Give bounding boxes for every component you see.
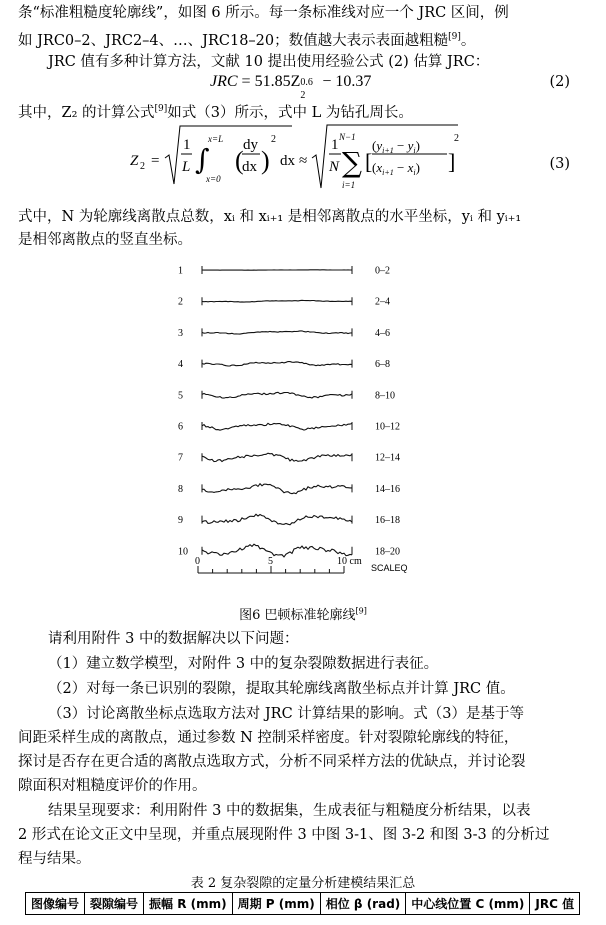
profile-line-10 xyxy=(202,544,352,557)
profile-number: 7 xyxy=(178,452,183,464)
citation: [9] xyxy=(154,104,168,114)
profile-jrc-range: 10–12 xyxy=(375,421,400,433)
eq2-sup: 0.6 xyxy=(300,77,313,88)
profile-svg xyxy=(160,258,450,598)
table2-header-cell: 中心线位置 C (mm) xyxy=(406,893,530,915)
requirement-line2: 2 形式在论文正文中呈现，并重点展现附件 3 中图 3-1、图 3-2 和图 3-3 的分析过 xyxy=(18,827,550,843)
svg-text:dx: dx xyxy=(280,153,295,169)
profile-jrc-range: 16–18 xyxy=(375,515,400,527)
eq2-rhs: = 51.85Z xyxy=(241,73,301,90)
profile-number: 1 xyxy=(178,265,183,277)
figure-caption xyxy=(0,604,606,623)
task-3-line3: 探讨是否存在更合适的离散点选取方式，分析不同采样方法的优缺点，并讨论裂 xyxy=(18,754,526,770)
table2-header-cell: JRC 值 xyxy=(530,893,580,915)
eq2-sub: 2 xyxy=(300,90,306,101)
profile-jrc-range: 12–14 xyxy=(375,452,400,464)
table2-header-cell: 周期 P (mm) xyxy=(232,893,320,915)
eq2-tail: − 10.37 xyxy=(318,73,372,90)
profile-jrc-range: 6–8 xyxy=(375,359,390,371)
scale-label: 0 xyxy=(195,556,200,567)
scale-name: SCALEQ xyxy=(371,563,408,573)
svg-text:∑: ∑ xyxy=(342,146,362,179)
svg-text:N−1: N−1 xyxy=(339,132,356,142)
svg-text:2: 2 xyxy=(271,134,276,145)
svg-text:L: L xyxy=(182,159,191,175)
task-3-line1: （3）讨论离散坐标点选取方法对 JRC 计算结果的影响。式（3）是基于等 xyxy=(48,706,524,722)
equation-3 xyxy=(120,122,470,194)
svg-text:∫: ∫ xyxy=(195,143,210,176)
svg-text:[: [ xyxy=(365,149,373,174)
profile-jrc-range: 18–20 xyxy=(375,546,400,558)
svg-text:Z: Z xyxy=(130,153,139,169)
svg-text:≈: ≈ xyxy=(299,153,308,169)
profile-line-9 xyxy=(202,514,352,525)
para2-line1: JRC 值有多种计算方法，文献 10 提出使用经验公式 (2) 估算 JRC： xyxy=(48,54,490,70)
profile-number: 10 xyxy=(178,546,188,558)
para3-line1 xyxy=(18,98,590,124)
task-3-line4: 隙面积对粗糙度评价的作用。 xyxy=(18,778,207,794)
svg-text:dx: dx xyxy=(242,159,257,175)
citation: [9] xyxy=(448,32,461,42)
svg-text:2: 2 xyxy=(140,161,145,172)
tasks-intro: 请利用附件 3 中的数据解决以下问题： xyxy=(48,631,299,647)
para3-text-b: 如式（3）所示，式中 L 为钻孔周长。 xyxy=(167,104,413,121)
scale-label: 10 cm xyxy=(337,556,362,567)
requirement-line3: 程与结果。 xyxy=(18,851,91,867)
profile-number: 5 xyxy=(178,390,183,402)
table2-header-row xyxy=(26,893,580,915)
profile-line-2 xyxy=(202,300,352,302)
svg-text:=: = xyxy=(151,153,160,169)
barton-profile-figure xyxy=(160,258,450,598)
svg-text:(xi+1 − xi): $(x_{i+1} - x_i)$ xyxy=(372,160,420,177)
profile-jrc-range: 14–16 xyxy=(375,483,400,495)
svg-text:x=L: x=L xyxy=(208,134,224,144)
profile-number: 8 xyxy=(178,483,183,495)
profile-number: 4 xyxy=(178,359,183,371)
eq2-number: (2) xyxy=(549,74,570,90)
svg-text:dy: dy xyxy=(243,137,258,153)
profile-jrc-range: 2–4 xyxy=(375,296,390,308)
profile-number: 3 xyxy=(178,327,183,339)
profile-line-4 xyxy=(202,362,352,367)
task-3-line2: 间距采样生成的离散点，通过参数 N 控制采样密度。针对裂隙轮廓线的特征， xyxy=(18,730,519,746)
profile-line-8 xyxy=(202,484,352,494)
table2-header-cell: 相位 β (rad) xyxy=(320,893,406,915)
profile-line-3 xyxy=(202,331,352,334)
table2-caption: 表 2 复杂裂隙的定量分析建模结果汇总 xyxy=(190,876,416,891)
svg-text:x=0: x=0 xyxy=(206,174,221,184)
eq3-number: (3) xyxy=(549,156,570,172)
eq2-lhs: JRC xyxy=(210,73,238,90)
figure-caption-text: 图6 巴顿标准轮廓线 xyxy=(239,608,356,623)
profile-jrc-range: 4–6 xyxy=(375,327,390,339)
profile-line-6 xyxy=(202,423,352,430)
task-1: （1）建立数学模型，对附件 3 中的复杂裂隙数据进行表征。 xyxy=(48,656,439,672)
svg-text:]: ] xyxy=(448,149,456,174)
svg-text:1: 1 xyxy=(183,137,191,153)
svg-text:(yi+1 − yi): $(y_{i+1} - y_i)$ xyxy=(372,138,420,155)
svg-text:i=1: i=1 xyxy=(342,180,356,190)
svg-text:1: 1 xyxy=(331,137,339,153)
profile-line-7 xyxy=(202,453,352,461)
citation: [9] xyxy=(355,606,367,616)
para1-line2-text: 如 JRC0–2、JRC2–4、…、JRC18–20；数值越大表示表面越粗糙 xyxy=(18,32,449,49)
para1-line2 xyxy=(18,26,590,52)
svg-text:N: N xyxy=(329,159,340,175)
requirement-line1: 结果呈现要求：利用附件 3 中的数据集，生成表征与粗糙度分析结果，以表 xyxy=(48,803,531,819)
para1-line2-end: 。 xyxy=(460,32,476,49)
para4-line1: 式中，N 为轮廓线离散点总数，xᵢ 和 xᵢ₊₁ 是相邻离散点的水平坐标，yᵢ 和 yᵢ₊₁ xyxy=(18,209,522,225)
para4-line2: 是相邻离散点的竖直坐标。 xyxy=(18,232,192,248)
profile-line-5 xyxy=(202,392,352,398)
table2-header-cell: 图像编号 xyxy=(26,893,85,915)
profile-jrc-range: 0–2 xyxy=(375,265,390,277)
svg-text:2: 2 xyxy=(454,133,459,144)
svg-text:): ) xyxy=(261,146,270,175)
profile-number: 2 xyxy=(178,296,183,308)
equation-2 xyxy=(210,73,372,101)
para1-line1: 条“标准粗糙度轮廓线”，如图 6 所示。每一条标准线对应一个 JRC 区间，例 xyxy=(18,5,509,21)
table2-header-cell: 振幅 R (mm) xyxy=(144,893,233,915)
table2-header-cell: 裂隙编号 xyxy=(85,893,144,915)
svg-text:(: ( xyxy=(235,146,244,175)
para3-text: 其中，Z₂ 的计算公式 xyxy=(18,104,155,121)
profile-jrc-range: 8–10 xyxy=(375,390,395,402)
scale-label: 5 xyxy=(268,556,273,567)
task-2: （2）对每一条已识别的裂隙，提取其轮廓线离散坐标点并计算 JRC 值。 xyxy=(48,681,515,697)
table2 xyxy=(25,892,580,915)
profile-number: 9 xyxy=(178,515,183,527)
profile-number: 6 xyxy=(178,421,183,433)
